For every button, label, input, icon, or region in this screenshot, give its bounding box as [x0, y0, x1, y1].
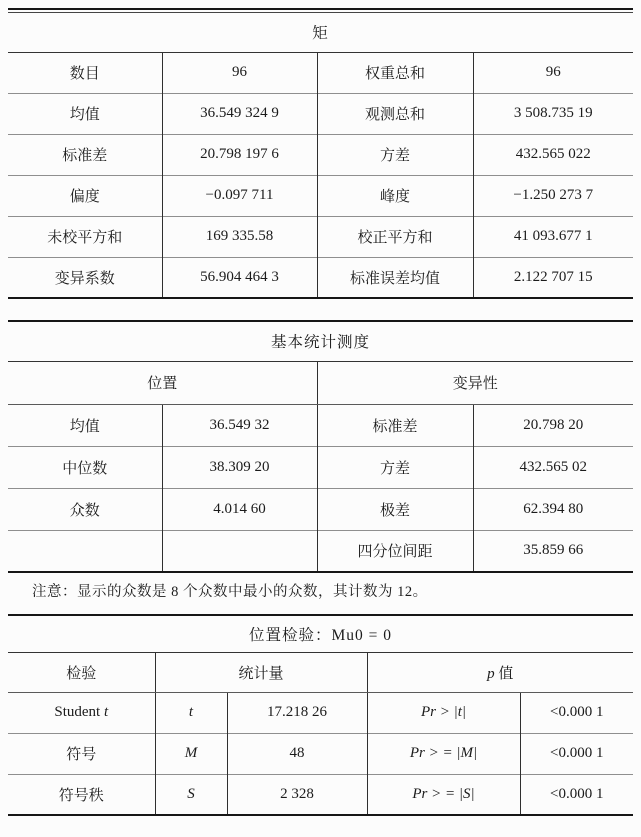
stat-value-cell: 62.394 80 — [473, 488, 633, 530]
table-row — [8, 733, 633, 774]
p-value-cell: <0.000 1 — [520, 774, 633, 815]
stat-label-cell: 观测总和 — [317, 93, 473, 134]
stat-value-cell: 35.859 66 — [473, 530, 633, 572]
p-label-cell: Pr > = |S| — [367, 774, 520, 815]
stat-label-cell — [8, 530, 162, 572]
moments-table — [8, 13, 633, 299]
stat-label-cell: 标准差 — [317, 404, 473, 446]
stat-label-cell: 峰度 — [317, 175, 473, 216]
stat-label-cell: 未校平方和 — [8, 216, 162, 257]
stat-label-cell: 偏度 — [8, 175, 162, 216]
basic-measures-table-title: 基本统计测度 — [8, 321, 633, 361]
test-name-cell — [8, 774, 155, 815]
stat-value-cell: 38.309 20 — [162, 446, 317, 488]
stat-label-cell: 众数 — [8, 488, 162, 530]
moments-table-title: 矩 — [8, 13, 633, 52]
stat-value-cell: 20.798 197 6 — [162, 134, 317, 175]
stat-label-cell: 中位数 — [8, 446, 162, 488]
stat-value-cell: −0.097 711 — [162, 175, 317, 216]
statistic-column-header: 统计量 — [155, 652, 367, 692]
stat-label-cell: 方差 — [317, 134, 473, 175]
table-row — [8, 774, 633, 815]
stat-label-cell: 标准误差均值 — [317, 257, 473, 298]
p-header-text: 值 — [498, 665, 514, 682]
mode-note: 注意：显示的众数是 8 个众数中最小的众数，其计数为 12。 — [32, 584, 428, 600]
table-row — [8, 692, 633, 733]
table-header-row — [8, 652, 633, 692]
test-column-header: 检验 — [8, 652, 155, 692]
stat-value-cell: 169 335.58 — [162, 216, 317, 257]
test-name-cell — [8, 692, 155, 733]
statistic-symbol-cell: S — [155, 774, 227, 815]
table-row — [8, 52, 633, 93]
statistic-value-cell: 17.218 26 — [227, 692, 367, 733]
stat-label-cell: 权重总和 — [317, 52, 473, 93]
stat-value-cell: 96 — [473, 52, 633, 93]
test-name-text: Student — [54, 704, 101, 720]
stat-label-cell: 校正平方和 — [317, 216, 473, 257]
stat-value-cell: 2.122 707 15 — [473, 257, 633, 298]
stat-label-cell: 极差 — [317, 488, 473, 530]
stat-value-cell: 41 093.677 1 — [473, 216, 633, 257]
statistic-value-cell: 48 — [227, 733, 367, 774]
statistic-symbol-cell: M — [155, 733, 227, 774]
location-tests-table-title: 位置检验：Mu0 = 0 — [8, 615, 633, 652]
stat-value-cell: 432.565 022 — [473, 134, 633, 175]
table-header-row — [8, 361, 633, 404]
test-name-variable: t — [103, 704, 109, 720]
stat-value-cell: 432.565 02 — [473, 446, 633, 488]
stat-value-cell: 36.549 32 — [162, 404, 317, 446]
stat-label-cell: 变异系数 — [8, 257, 162, 298]
table-row — [8, 175, 633, 216]
stat-value-cell: 20.798 20 — [473, 404, 633, 446]
stat-label-cell: 均值 — [8, 93, 162, 134]
p-value-cell: <0.000 1 — [520, 692, 633, 733]
stat-label-cell: 均值 — [8, 404, 162, 446]
statistic-value-cell: 2 328 — [227, 774, 367, 815]
table-row — [8, 134, 633, 175]
p-header-italic: p — [487, 665, 495, 682]
basic-measures-table — [8, 320, 633, 573]
stat-value-cell: 96 — [162, 52, 317, 93]
p-label-cell: Pr > |t| — [367, 692, 520, 733]
stat-value-cell: 36.549 324 9 — [162, 93, 317, 134]
variability-column-header: 变异性 — [317, 361, 633, 404]
p-label-cell: Pr > = |M| — [367, 733, 520, 774]
stat-label-cell: 四分位间距 — [317, 530, 473, 572]
stat-value-cell: 3 508.735 19 — [473, 93, 633, 134]
location-column-header: 位置 — [8, 361, 317, 404]
stat-label-cell: 方差 — [317, 446, 473, 488]
location-tests-table — [8, 614, 633, 816]
test-name-text: 符号 — [66, 747, 97, 763]
table-row — [8, 446, 633, 488]
statistic-symbol-cell: t — [155, 692, 227, 733]
stat-value-cell: 56.904 464 3 — [162, 257, 317, 298]
table-row — [8, 257, 633, 298]
table-row — [8, 404, 633, 446]
table-row — [8, 530, 633, 572]
stat-label-cell: 数目 — [8, 52, 162, 93]
stat-value-cell — [162, 530, 317, 572]
stat-value-cell: −1.250 273 7 — [473, 175, 633, 216]
test-name-text: 符号秩 — [58, 787, 104, 804]
test-name-cell — [8, 733, 155, 774]
stat-value-cell: 4.014 60 — [162, 488, 317, 530]
table-row — [8, 488, 633, 530]
table-row — [8, 216, 633, 257]
stat-label-cell: 标准差 — [8, 134, 162, 175]
p-value-column-header — [367, 652, 633, 692]
p-value-cell: <0.000 1 — [520, 733, 633, 774]
table-row — [8, 93, 633, 134]
